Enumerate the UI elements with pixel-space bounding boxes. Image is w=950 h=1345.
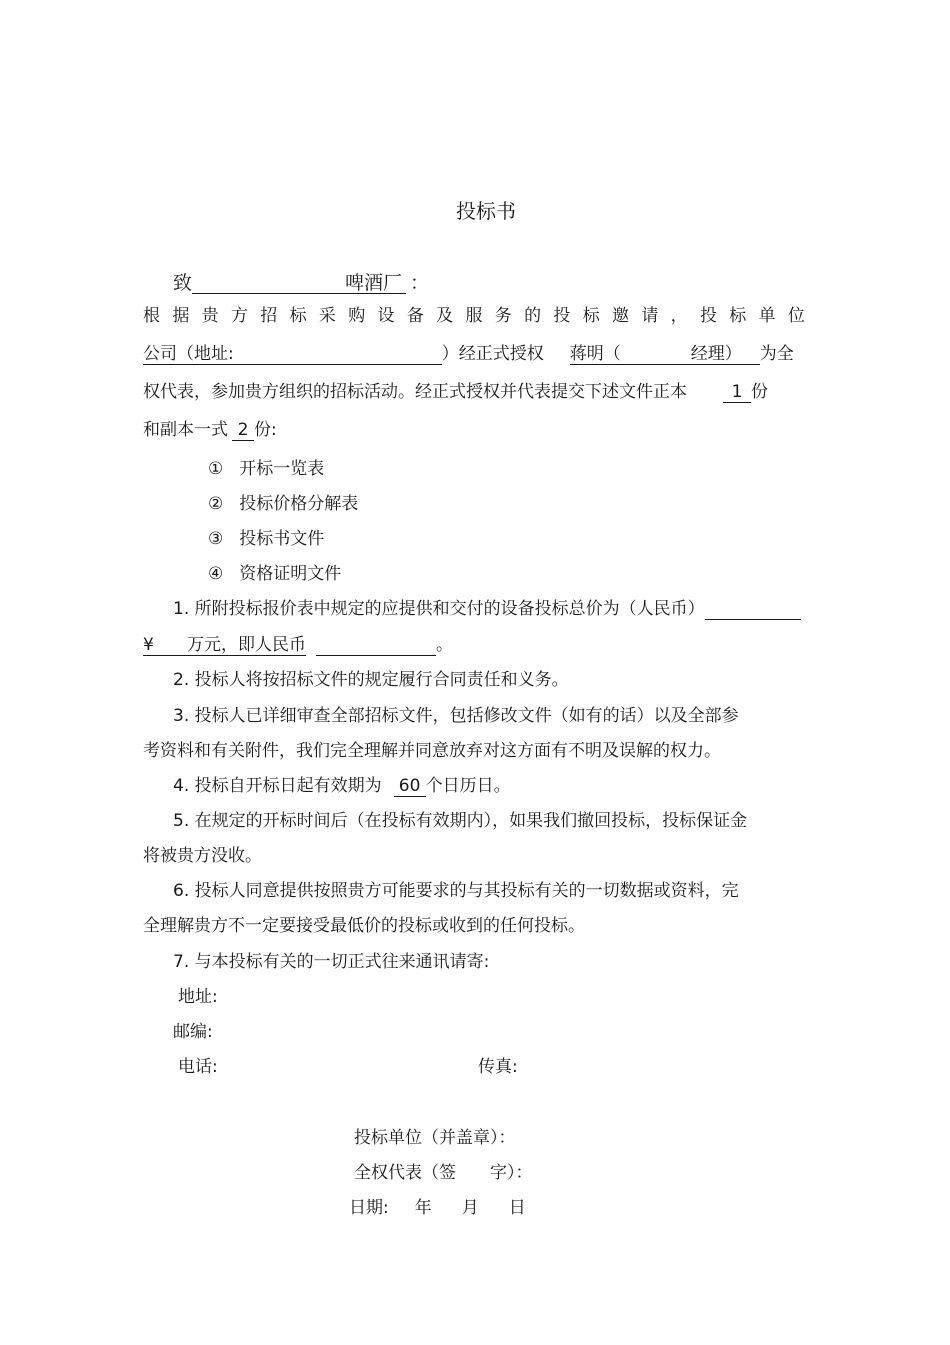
clause-5-line-1: 5. 在规定的开标时间后（在投标有效期内），如果我们撤回投标，投标保证金 [173,811,748,831]
intro-line-3-text: 权代表，参加贵方组织的招标活动。经正式授权并代表提交下述文件正本 [143,382,687,402]
salutation-colon: ： [410,272,430,294]
intro-line-1-char: 投 [553,306,571,326]
intro-line-1-char: 方 [230,306,248,326]
intro-line-1-char: 采 [318,306,336,326]
document-item-number: ③ [208,529,224,549]
intro-line-1-char: 及 [436,306,454,326]
clause-3-line-2: 考资料和有关附件，我们完全理解并同意放弃对这方面有不明及误解的权力。 [143,741,721,761]
wan-yuan-text: 万元，即人民币 [187,635,306,655]
original-unit: 份 [751,382,768,402]
representative-position: 经理） [690,344,742,364]
document-item-number: ④ [208,564,224,584]
intro-line-1-char: ， [670,306,688,326]
clause-1-end: 。 [436,635,453,655]
intro-line-1-char: 据 [172,306,190,326]
intro-line-1-char: 标 [729,306,747,326]
salutation [173,272,429,294]
document-item [208,563,341,585]
clause-4 [173,775,511,797]
intro-line-1 [143,305,805,327]
representative-name: 蒋明（ [569,344,621,364]
intro-line-1-char: 标 [289,306,307,326]
document-item-label: 资格证明文件 [239,564,342,584]
clause-7: 7. 与本投标有关的一切正式往来通讯请寄: [173,952,490,972]
validity-days: 60 [394,776,426,797]
clause-2: 2. 投标人将按招标文件的规定履行合同责任和义务。 [173,670,569,690]
clause-1-line-2 [143,634,453,656]
document-item-number: ① [208,459,224,479]
document-item [208,528,324,550]
document-item-label: 投标书文件 [239,529,325,549]
position-blank [621,344,691,365]
intro-line-1-char: 招 [260,306,278,326]
clause-3-line-1: 3. 投标人已详细审查全部招标文件，包括修改文件（如有的话）以及全部参 [173,706,739,726]
date-label: 日期: [349,1198,389,1218]
document-item [208,458,324,480]
authorized-text: ）经正式授权 [441,344,544,364]
clause-5-line-2: 将被贵方没收。 [143,846,262,866]
signature-date [349,1197,526,1219]
clause-6-line-1: 6. 投标人同意提供按照贵方可能要求的与其投标有关的一切数据或资料，完 [173,881,739,901]
document-item-label: 开标一览表 [239,459,325,479]
document-item-label: 投标价格分解表 [239,494,359,514]
document-title: 投标书 [456,199,516,223]
clause-6-line-2: 全理解贵方不一定要接受最低价的投标或收到的任何投标。 [143,916,585,936]
intro-line-4 [143,419,277,441]
yen-symbol: ¥ [143,635,187,656]
clause-4-end: 个日历日。 [425,776,511,796]
intro-line-2 [143,343,794,365]
contact-fax-label: 传真: [478,1057,518,1077]
original-count: 1 [723,382,751,403]
date-day-label: 日 [508,1198,526,1218]
total-price-blank [705,599,801,620]
company-address-blank [234,344,442,365]
signature-unit-label: 投标单位（并盖章）： [354,1128,516,1148]
document-item [208,493,358,515]
intro-line-1-char: 单 [758,306,776,326]
document-item-number: ② [208,494,224,514]
intro-line-4-end: 份: [254,420,277,440]
intro-line-1-char: 务 [494,306,512,326]
date-month-label: 月 [461,1198,479,1218]
intro-line-1-char: 标 [582,306,600,326]
intro-line-1-char: 贵 [201,306,219,326]
contact-address-label: 地址: [178,987,218,1007]
intro-line-1-char: 购 [348,306,366,326]
intro-line-1-char: 备 [406,306,424,326]
intro-line-1-char: 设 [377,306,395,326]
clause-1-text: 1. 所附投标报价表中规定的应提供和交付的设备投标总价为（人民币） [173,599,705,619]
contact-postcode-label: 邮编: [173,1022,213,1042]
intro-line-1-char: 位 [787,306,805,326]
intro-line-1-char: 服 [465,306,483,326]
signature-representative-label: 全权代表（签 字）： [354,1163,533,1183]
intro-line-1-char: 投 [699,306,717,326]
intro-line-1-char: 邀 [612,306,629,326]
intro-line-2-end: 为全 [759,344,794,364]
intro-line-3 [143,381,768,403]
clause-4-text: 4. 投标自开标日起有效期为 [173,776,382,796]
date-year-label: 年 [414,1198,432,1218]
rmb-amount-blank [316,635,436,656]
intro-line-1-char: 请 [641,306,659,326]
salutation-prefix: 致 [173,272,193,294]
intro-line-1-char: 根 [143,306,160,326]
company-address-label: 公司（地址: [143,344,234,364]
contact-phone-label: 电话: [178,1057,218,1077]
intro-line-1-char: 的 [524,306,542,326]
intro-line-4-text: 和副本一式 [143,420,228,440]
clause-1-line-1 [173,598,801,620]
addressee: 啤酒厂 [192,273,406,294]
copy-count: 2 [232,420,254,441]
